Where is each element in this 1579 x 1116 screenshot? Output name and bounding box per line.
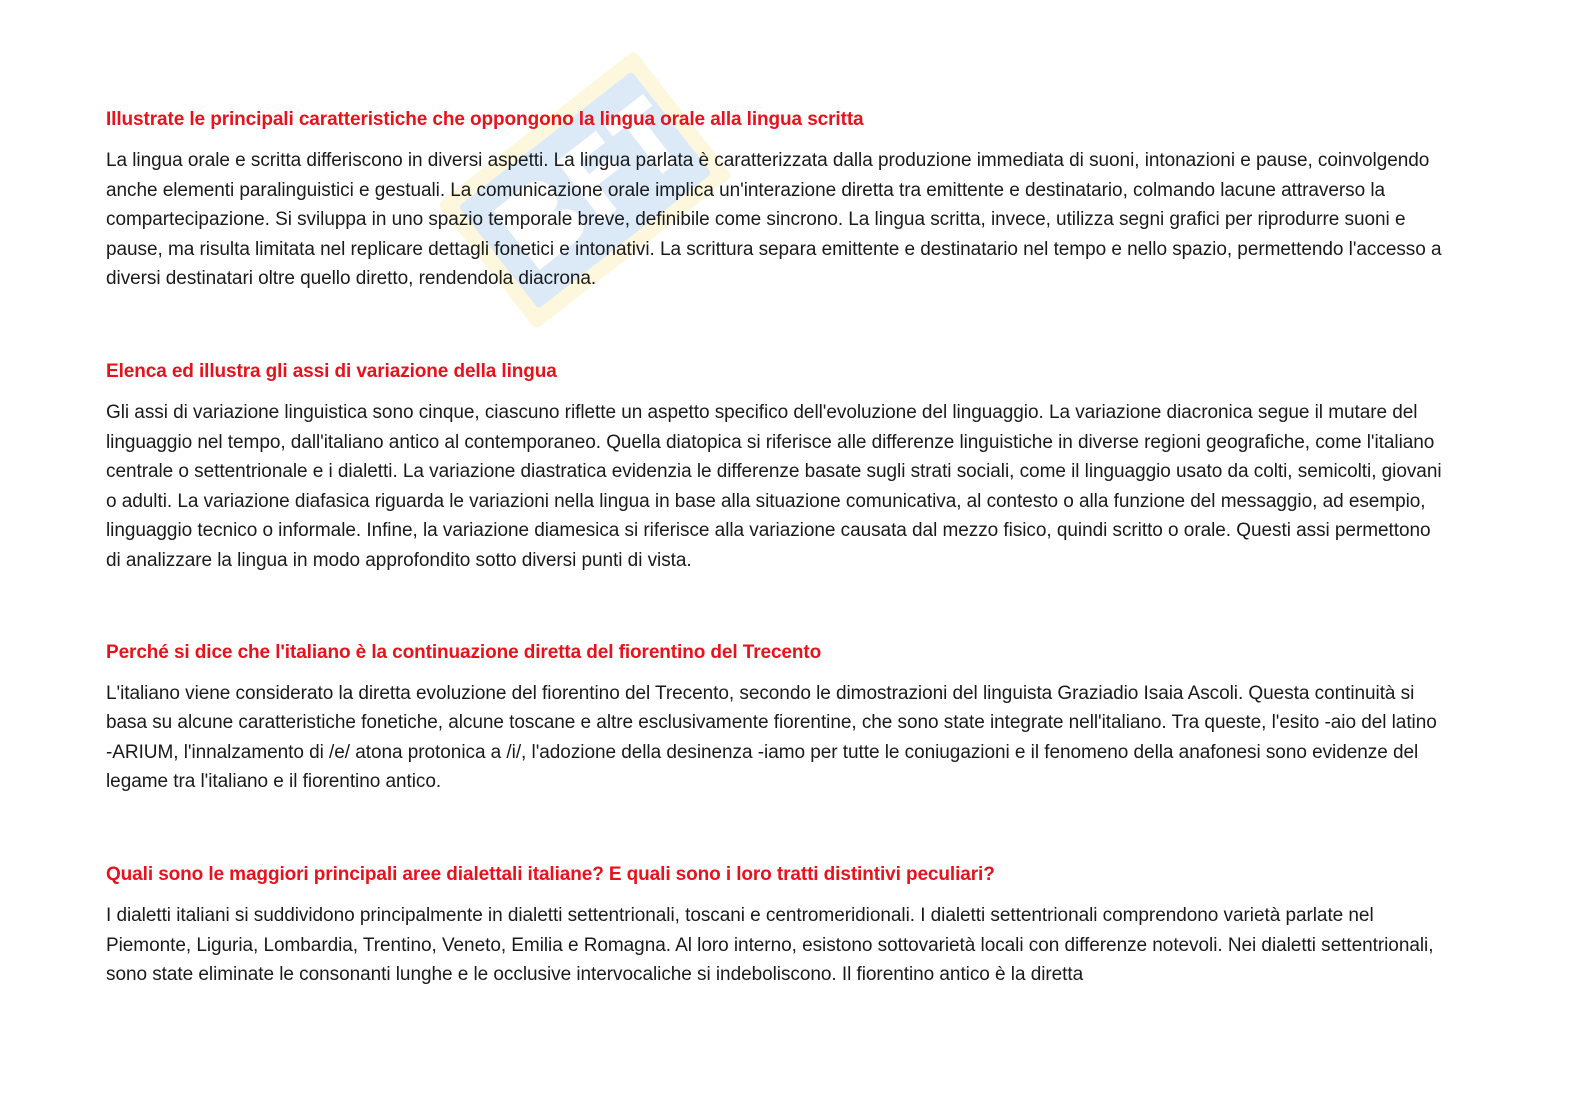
qa-section (106, 639, 1446, 797)
answer-paragraph: I dialetti italiani si suddividono principalmente in dialetti settentrionali, toscani e centromeridionali. I dialetti settentrionali comprendono varietà parlate nel Piemonte, Liguria, Lombardia, Trentino, Veneto, Emilia e Romagna. Al loro interno, esistono sottovarietà locali con differenze notevoli. Nei dialetti settentrionali, sono state eliminate le consonanti lunghe e le occlusive intervocaliche si indeboliscono. Il fiorentino antico è la diretta (106, 904, 1434, 986)
answer-paragraph: L'italiano viene considerato la diretta evoluzione del fiorentino del Trecento, secondo le dimostrazioni del linguista Graziadio Isaia Ascoli. Questa continuità si basa su alcune caratteristiche fonetiche, alcune toscane e altre esclusivamente fiorentine, che sono state integrate nell'italiano. Tra queste, l'esito -aio del latino -ARIUM, l'innalzamento di /e/ atona protonica a /i/, l'adozione della desinenza -iamo per tutte le coniugazioni e il fenomeno della anafonesi sono evidenze del legame tra l'italiano e il fiorentino antico. (106, 682, 1437, 793)
question-heading: Illustrate le principali caratteristiche che oppongono la lingua orale alla lingua scritta (106, 109, 864, 130)
document-content (106, 106, 1446, 990)
question-heading: Elenca ed illustra gli assi di variazione della lingua (106, 360, 557, 382)
qa-section (106, 106, 1446, 294)
qa-section (106, 861, 1446, 990)
question-heading: Quali sono le maggiori principali aree dialettali italiane? E quali sono i loro tratti distintivi peculiari? (106, 863, 995, 885)
qa-section (106, 358, 1446, 576)
answer-paragraph: Gli assi di variazione linguistica sono cinque, ciascuno riflette un aspetto specifico dell'evoluzione del linguaggio. La variazione diacronica segue il mutare del linguaggio nel tempo, dall'italiano antico al contemporaneo. Quella diatopica si riferisce alle differenze linguistiche in diverse regioni geografiche, come l'italiano centrale o settentrionale e i dialetti. La variazione diastratica evidenzia le differenze basate sugli strati sociali, come il linguaggio usato da colti, semicolti, giovani o adulti. La variazione diafasica riguarda le variazioni nella lingua in base alla situazione comunicativa, al contesto o alla funzione del messaggio, ad esempio, linguaggio tecnico o informale. Infine, la variazione diamesica si riferisce alla variazione causata dal mezzo fisico, quindi scritto o orale. Questi assi permettono di analizzare la lingua in modo approfondito sotto diversi punti di vista. (106, 401, 1442, 571)
question-heading: Perché si dice che l'italiano è la continuazione diretta del fiorentino del Trecento (106, 641, 822, 663)
answer-paragraph: La lingua orale e scritta differiscono in diversi aspetti. La lingua parlata è caratterizzata dalla produzione immediata di suoni, intonazioni e pause, coinvolgendo anche elementi paralinguistici e gestuali. La comunicazione orale implica un'interazione diretta tra emittente e destinatario, colmando lacune attraverso la compartecipazione. Si sviluppa in uno spazio temporale breve, definibile come sincrono. La lingua scritta, invece, utilizza segni grafici per riprodurre suoni e pause, ma risulta limitata nel replicare dettagli fonetici e intonativi. La scrittura separa emittente e destinatario nel tempo e nello spazio, permettendo l'accesso a diversi destinatari oltre quello diretto, rendendola diacrona. (106, 150, 1442, 290)
